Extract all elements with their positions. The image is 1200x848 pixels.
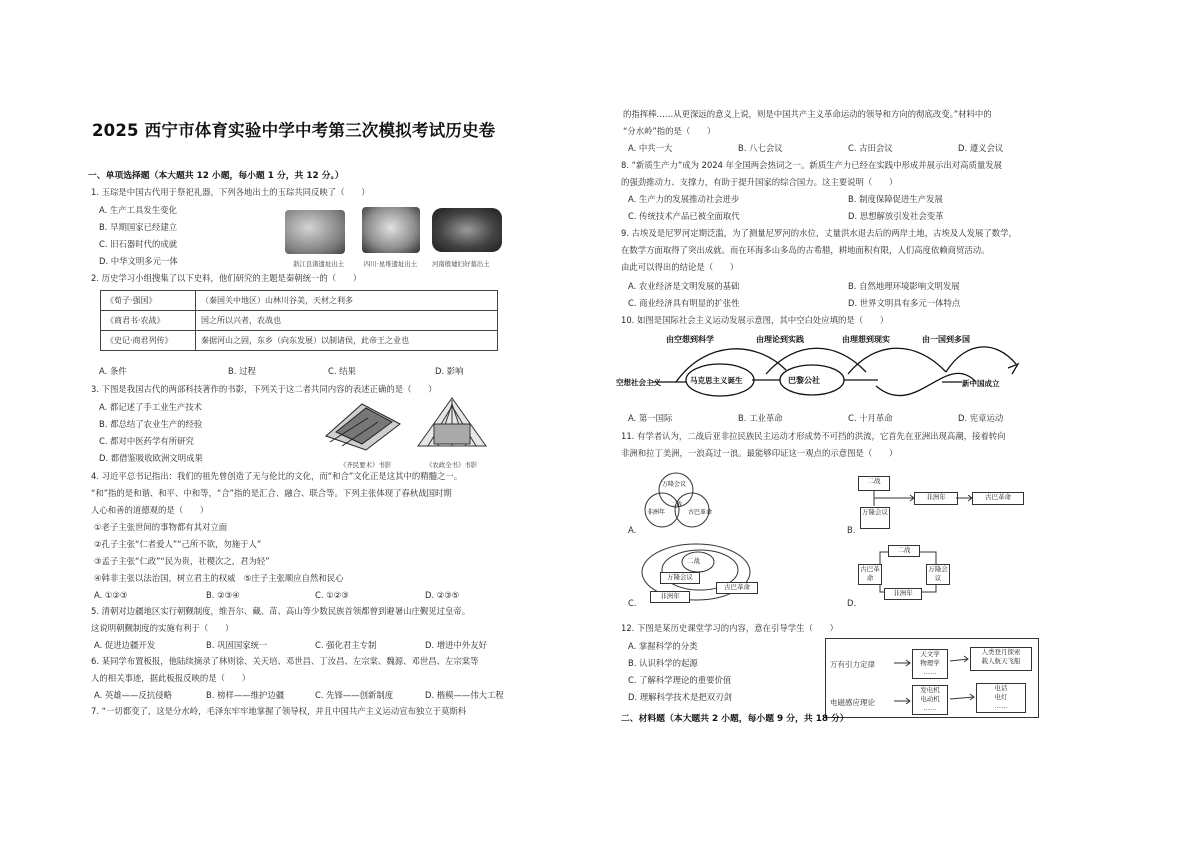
q12-mid2-item: …… [923,704,937,712]
q7-line-1: 7. “一切都变了，这是分水岭，毛泽东牢牢地掌握了领导权，并且中国共产主义运动宣布独立于莫斯科 [91,706,467,716]
q12-mid2-item: 发电机 [920,686,940,694]
q6-option-a: A. 英雄——反抗侵略 [94,690,172,700]
table-cell: 国之所以兴者，农战也 [196,311,498,331]
q10-option-c: C. 十月革命 [848,413,893,423]
q10-stem: 10. 如图是国际社会主义运动发展示意图，其中空白处应填的是（ ） [621,315,889,325]
socialism-development-flowchart [616,330,1036,410]
q6-line-2: 人的相关事迹，据此板报反映的是（ ） [91,673,251,683]
qimin-yaoshu-book-image [322,396,412,452]
q3-option-a: A. 都记述了手工业生产技术 [99,402,203,412]
q9-option-a: A. 农业经济是文明发展的基础 [628,281,740,291]
flow-node-utopian: 空想社会主义 [616,378,661,387]
q12-right1-item: 人类登月探索 [981,648,1021,656]
q1-option-b: B. 早期国家已经建立 [99,222,178,232]
q12-mid1-item: 天文学 [920,650,940,658]
q7-option-b: B. 八七会议 [738,143,783,153]
q5-line-2: 这说明朝觐制度的实施有利于（ ） [91,623,234,633]
q12-right2-item: 电话 [994,684,1008,692]
q2-option-d: D. 影响 [435,366,464,376]
q11-line-2: 非洲和拉丁美洲，一浪高过一浪。最能够印证这一观点的示意图是（ ） [621,448,898,458]
q4-option-b: B. ②③④ [206,590,240,600]
q1-option-d: D. 中华文明多元一体 [99,256,178,266]
q1-caption-3: 河南殷墟妇好墓出土 [432,260,490,268]
q6-option-c: C. 先锋——创新制度 [315,690,394,700]
q11-c-box-cuba: 古巴革命 [716,582,758,594]
q6-option-d: D. 楷模——伟大工程 [425,690,504,700]
flow-top-label-4: 由一国到多国 [922,335,970,344]
q11-c-ww2: 二战 [687,557,700,565]
q1-caption-1: 浙江良渚遗址出土 [293,260,345,268]
q12-option-c: C. 了解科学理论的重要价值 [628,675,732,685]
q3-option-b: B. 都总结了农业生产的经验 [99,419,203,429]
table-cell: 《商君书·农战》 [101,311,196,331]
q11-c-box-africa: 非洲年 [650,591,690,603]
nongzheng-quanshu-book-image [412,394,492,452]
q3-caption-2: 《农政全书》书影 [426,461,478,469]
q11-letter-b: B. [847,525,856,535]
q9-line-1: 9. 古埃及是尼罗河定期泛滥，为了测量尼罗河的水位，丈量洪水退去后的两岸土地，古埃及人发展了数学， [621,228,1017,238]
q11-b-box-ww2: 二战 [858,476,890,491]
flow-arrow [1008,364,1018,374]
venn-label-ww2: 二战 [671,502,683,508]
flow-node-prc: 新中国成立 [962,379,1000,388]
q4-line-3: 人心和善的道德观的是（ ） [91,505,209,515]
q11-letter-a: A. [628,525,637,535]
flow-top-label-3: 由理想到现实 [842,335,890,344]
q5-line-1: 5. 清朝对边疆地区实行朝觐制度，维吾尔、藏、苗、高山等少数民族首领都曾到避暑山庄觐见过皇帝。 [91,606,471,616]
q12-right2-item: 电灯 [994,693,1008,701]
q7-line-2: 的指挥棒……从更深远的意义上说，则是中国共产主义革命运动的领导和方向的彻底改变。”材料中的 [623,109,992,119]
flow-top-label-2: 由理论到实践 [756,335,804,344]
q12-option-b: B. 认识科学的起源 [628,658,698,668]
q1-option-c: C. 旧石器时代的成就 [99,239,178,249]
section-one-heading: 一、单项选择题（本大题共 12 小题，每小题 1 分，共 12 分。） [88,171,344,181]
flow-curve [946,347,1016,372]
venn-label-bandung: 万隆会议 [662,481,687,488]
flow-node-marxism: 马克思主义诞生 [690,376,743,385]
venn-label-africa: 非洲年 [647,509,666,516]
table-row [101,291,498,311]
q8-option-c: C. 传统技术产品已被全面取代 [628,211,740,221]
q8-option-a: A. 生产力的发展推动社会进步 [628,194,740,204]
q11-letter-c: C. [628,598,637,608]
q12-mid1-item: 物理学 [920,659,940,667]
q12-right1-item: 载人航天飞船 [981,657,1021,665]
q2-option-b: B. 过程 [228,366,256,376]
section-two-heading: 二、材料题（本大题共 2 小题，每小题 9 分，共 18 分） [621,714,849,724]
q12-right2-item: …… [994,702,1008,710]
q2-source-table [100,290,498,351]
jade-cong-photo-liangzhu [285,210,345,254]
q4-item-3: ③孟子主张“仁政”“民为贵，社稷次之，君为轻” [94,556,270,566]
q2-option-c: C. 结果 [328,366,356,376]
q5-option-c: C. 强化君主专制 [315,640,377,650]
q4-option-a: A. ①②③ [94,590,128,600]
q12-mid2-item: 电动机 [920,695,940,703]
q5-option-a: A. 促进边疆开发 [94,640,156,650]
q7-option-d: D. 遵义会议 [958,143,1004,153]
q4-option-d: D. ②③⑤ [425,590,460,600]
q12-diagram-arrows [826,639,1038,717]
table-cell: 《荀子·强国》 [101,291,196,311]
q11-d-box-africa: 非洲年 [884,588,922,600]
q4-line-2: “和”指的是和谐、和平、中和等，“合”指的是汇合、融合、联合等。下列主张体现了春秋战国时期 [91,488,452,498]
q12-option-a: A. 掌握科学的分类 [628,641,698,651]
q11-c-box-bandung: 万隆会议 [660,572,700,584]
q12-mid1-item: …… [923,668,937,676]
q11-b-box-bandung: 万隆会议 [860,507,890,529]
venn-label-cuba: 古巴革命 [688,509,713,516]
jade-cong-photo-fuhao [432,208,502,252]
q9-option-c: C. 商业经济具有明显的扩张性 [628,298,740,308]
q5-option-d: D. 增进中外友好 [425,640,488,650]
q11-d-box-ww2: 二战 [888,545,920,557]
q3-caption-1: 《齐民要术》书影 [340,461,392,469]
q8-option-d: D. 思想解放引发社会变革 [848,211,944,221]
q2-option-a: A. 条件 [99,366,127,376]
flow-top-label-1: 由空想到科学 [666,335,714,344]
q1-caption-2: 四川·星堆遗址出土 [364,260,418,268]
table-row [101,331,498,351]
q9-option-b: B. 自然地理环境影响文明发展 [848,281,960,291]
q10-option-a: A. 第一国际 [628,413,673,423]
q11-diagram-a [640,470,720,530]
q11-b-arrows [870,488,980,510]
q1-stem: 1. 玉琮是中国古代用于祭祀礼器，下列各地出土的玉琮共同反映了（ ） [91,187,370,197]
q3-stem: 3. 下图是我国古代的两部科技著作的书影，下列关于这二者共同内容的表述正确的是（ ） [91,384,437,394]
q11-d-box-cuba: 古巴革命 [858,564,882,585]
table-cell: 《史记·商君列传》 [101,331,196,351]
q12-diagram [825,638,1039,718]
q11-letter-d: D. [847,598,857,608]
q3-option-c: C. 都对中医药学有所研究 [99,436,194,446]
q6-line-1: 6. 某同学布置板报，他陆续摘录了林则徐、关天培、邓世昌、丁汝昌、左宗棠、魏源、邓世昌、左宗棠等 [91,656,479,666]
q12-option-d: D. 理解科学技术是把双刃剑 [628,692,732,702]
page-title: 2025 西宁市体育实验中学中考第三次模拟考试历史卷 [92,121,496,140]
q9-line-2: 在数学方面取得了突出成就。而在环海多山多岛的古希腊，耕地面积有限，人们高度依赖商贸活动。 [621,245,990,255]
q7-option-c: C. 古田会议 [848,143,893,153]
q4-item-2: ②孔子主张“仁者爱人”“己所不欲，勿施于人” [94,539,262,549]
q1-option-a: A. 生产工具发生变化 [99,205,177,215]
q10-option-d: D. 宪章运动 [958,413,1004,423]
q4-line-1: 4. 习近平总书记指出：我们的祖先曾创造了无与伦比的文化，而“和合”文化正是这其中的精髓之一。 [91,471,463,481]
q4-item-1: ①老子主张世间的事物都有其对立面 [94,522,228,532]
q8-option-b: B. 制度保障促进生产发展 [848,194,943,204]
q11-b-box-cuba: 古巴革命 [972,492,1024,505]
q6-option-b: B. 榜样——维护边疆 [206,690,285,700]
q8-line-2: 的强劲推动力、支撑力，有助于提升国家的综合国力。这主要说明（ ） [621,177,898,187]
table-cell: 秦据河山之固，东乡（向东发展）以制诸侯，此帝王之业也 [196,331,498,351]
flow-curve [848,348,946,374]
flow-node-paris-commune: 巴黎公社 [788,376,820,385]
q3-option-d: D. 都借鉴吸收欧洲文明成果 [99,453,203,463]
q2-stem: 2. 历史学习小组搜集了以下史料，他们研究的主题是秦朝统一的（ ） [91,273,362,283]
q9-line-3: 由此可以得出的结论是（ ） [621,262,739,272]
table-row [101,311,498,331]
flow-curve [876,373,976,395]
q7-line-3: “分水岭”指的是（ ） [623,126,716,136]
q11-line-1: 11. 有学者认为，二战后亚非拉民族民主运动才形成势不可挡的洪流，它首先在亚洲出现高潮，接着转向 [621,431,1006,441]
q8-line-1: 8. “新质生产力”成为 2024 年全国两会热词之一。新质生产力已经在实践中形成并展示出对高质量发展 [621,160,1002,170]
jade-cong-photo-sanxingdui [362,207,420,253]
q4-item-4: ④韩非主张以法治国，树立君主的权威 ⑤庄子主张顺应自然和民心 [94,573,344,583]
table-cell: （秦国关中地区）山林川谷美，天材之利多 [196,291,498,311]
q12-law-gravity: 万有引力定律 [830,660,875,669]
q4-option-c: C. ①②③ [315,590,349,600]
q11-d-box-bandung: 万隆会议 [926,564,950,585]
q10-option-b: B. 工业革命 [738,413,783,423]
q11-b-box-africa: 非洲年 [914,492,958,505]
q12-stem: 12. 下图是某历史课堂学习的内容，意在引导学生（ ） [621,623,838,633]
q7-option-a: A. 中共一大 [628,143,673,153]
q9-option-d: D. 世界文明具有多元一体特点 [848,298,961,308]
q5-option-b: B. 巩固国家统一 [206,640,268,650]
q12-law-induction: 电磁感应理论 [830,698,875,707]
